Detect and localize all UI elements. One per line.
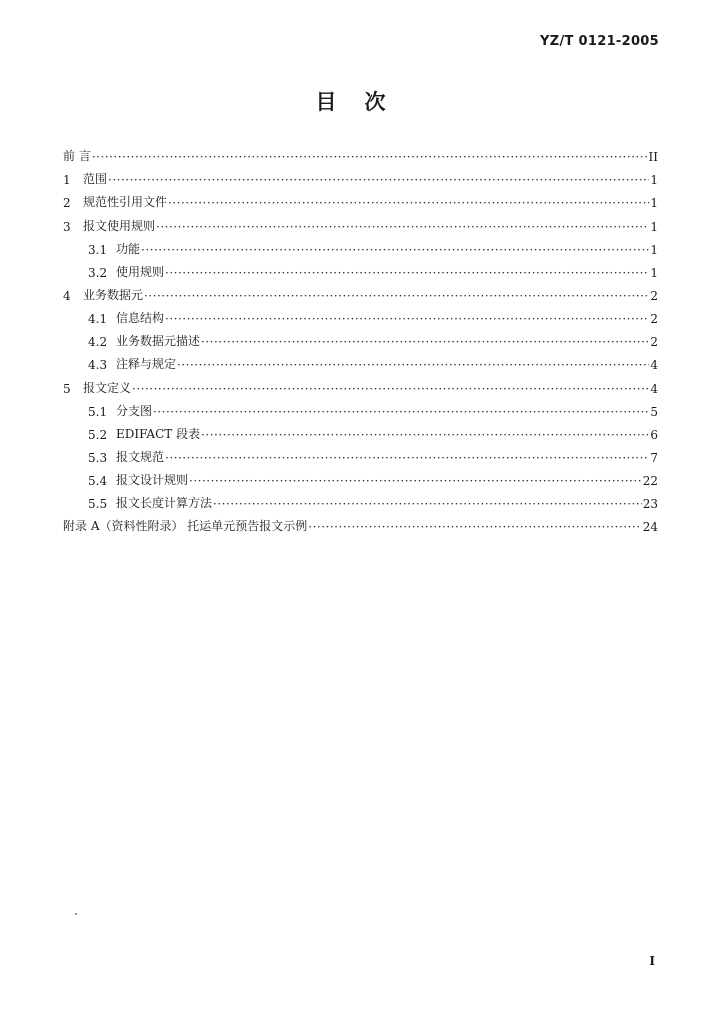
toc-entry-5-1[interactable] (63, 396, 658, 419)
toc-entry-page: 2 (650, 312, 658, 327)
toc-entry-label: 业务数据元描述 (116, 334, 201, 349)
toc-entry-number: 5.1 (88, 404, 108, 419)
toc-entry-3-2[interactable] (63, 257, 658, 280)
toc-entry-label: 使用规则 (116, 264, 165, 279)
toc-entry-number: 2 (63, 196, 71, 211)
leader-dots (201, 335, 649, 349)
toc-entry-number: 5.2 (88, 427, 108, 442)
toc-entry-4-2[interactable] (63, 326, 658, 349)
toc-entry-label: EDIFACT 段表 (116, 426, 201, 441)
toc-entry-number: 3.2 (88, 265, 108, 280)
leader-dots (92, 150, 648, 164)
toc-entry-page: 5 (650, 404, 658, 419)
toc-entry-label: 报文长度计算方法 (116, 496, 213, 511)
toc-entry-5-5[interactable] (63, 488, 658, 511)
toc-entry-label: 附录 A（资料性附录） 托运单元预告报文示例 (63, 519, 308, 534)
page-number: I (649, 954, 655, 968)
toc-entry-page: 4 (650, 358, 658, 373)
leader-dots (132, 382, 649, 396)
table-of-contents (63, 141, 658, 534)
leader-dots (177, 358, 649, 372)
toc-entry-page: 1 (650, 196, 658, 211)
toc-entry-label: 报文设计规则 (116, 473, 189, 488)
toc-entry-appendix-a[interactable] (63, 511, 658, 534)
leader-dots (165, 312, 649, 326)
toc-entry-number: 4.1 (88, 312, 108, 327)
leader-dots (165, 451, 649, 465)
toc-entry-4-3[interactable] (63, 349, 658, 372)
toc-entry-page: 23 (642, 497, 658, 512)
toc-entry-label: 范围 (83, 172, 108, 187)
toc-entry-page: 1 (650, 265, 658, 280)
toc-entry-number: 4 (63, 288, 71, 303)
toc-entry-page: 2 (650, 335, 658, 350)
toc-entry-label: 信息结构 (116, 311, 165, 326)
toc-entry-2[interactable] (63, 187, 658, 210)
leader-dots (144, 289, 649, 303)
toc-entry-4-1[interactable] (63, 303, 658, 326)
toc-entry-number: 5.3 (88, 450, 108, 465)
toc-entry-5-3[interactable] (63, 442, 658, 465)
leader-dots (189, 474, 642, 488)
toc-entry-1[interactable] (63, 164, 658, 187)
toc-entry-number: 5.4 (88, 474, 108, 489)
toc-entry-number: 3 (63, 219, 71, 234)
toc-entry-4[interactable] (63, 280, 658, 303)
toc-entry-label: 功能 (116, 241, 141, 256)
toc-entry-page: 22 (642, 474, 658, 489)
leader-dots (108, 173, 649, 187)
toc-entry-5-4[interactable] (63, 465, 658, 488)
leader-dots (168, 196, 649, 210)
leader-dots (213, 497, 642, 511)
toc-entry-number: 4.2 (88, 335, 108, 350)
toc-entry-page: 4 (650, 381, 658, 396)
toc-entry-5-2[interactable] (63, 419, 658, 442)
toc-entry-label: 前 言 (63, 149, 91, 164)
toc-entry-label: 注释与规定 (116, 357, 177, 372)
toc-entry-page: 1 (650, 173, 658, 188)
leader-dots (201, 428, 649, 442)
scan-speck (75, 913, 77, 915)
toc-entry-label: 规范性引用文件 (83, 195, 168, 210)
toc-entry-number: 3.1 (88, 242, 108, 257)
toc-entry-number: 4.3 (88, 358, 108, 373)
toc-entry-label: 报文定义 (83, 380, 132, 395)
toc-entry-page: 1 (650, 219, 658, 234)
leader-dots (141, 243, 649, 257)
toc-entry-3[interactable] (63, 210, 658, 233)
toc-entry-page: 2 (650, 288, 658, 303)
toc-entry-label: 报文使用规则 (83, 218, 156, 233)
toc-entry-page: 24 (642, 520, 658, 535)
toc-entry-page: II (648, 150, 658, 165)
leader-dots (156, 220, 649, 234)
toc-entry-label: 报文规范 (116, 449, 165, 464)
toc-entry-label: 业务数据元 (83, 287, 144, 302)
toc-entry-number: 5.5 (88, 497, 108, 512)
toc-entry-page: 1 (650, 242, 658, 257)
leader-dots (165, 266, 649, 280)
toc-entry-5[interactable] (63, 372, 658, 395)
leader-dots (308, 520, 641, 534)
toc-entry-page: 7 (650, 450, 658, 465)
standard-code: YZ/T 0121-2005 (540, 34, 659, 49)
leader-dots (153, 405, 649, 419)
toc-entry-number: 5 (63, 381, 71, 396)
toc-entry-page: 6 (650, 427, 658, 442)
page-title: 目次 (315, 90, 414, 114)
toc-entry-3-1[interactable] (63, 234, 658, 257)
toc-entry-label: 分支图 (116, 403, 153, 418)
toc-entry-foreword[interactable] (63, 141, 658, 164)
toc-entry-number: 1 (63, 173, 71, 188)
